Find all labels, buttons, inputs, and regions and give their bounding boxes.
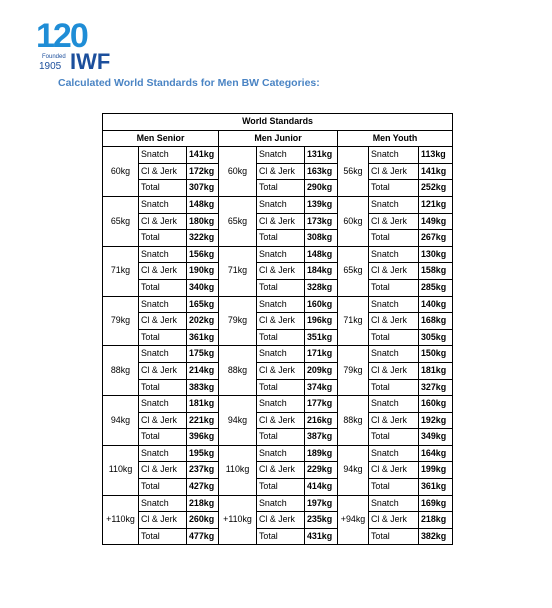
- lift-label-cell: Total: [139, 279, 187, 296]
- lift-label-cell: Snatch: [139, 445, 187, 462]
- weight-category-cell: 71kg: [219, 246, 257, 296]
- standard-value-cell: 322kg: [187, 230, 219, 247]
- standard-value-cell: 260kg: [187, 512, 219, 529]
- weight-category-cell: 71kg: [338, 296, 369, 346]
- lift-label-cell: Cl & Jerk: [139, 512, 187, 529]
- lift-label-cell: Total: [139, 479, 187, 496]
- standard-value-cell: 361kg: [187, 329, 219, 346]
- lift-label-cell: Total: [139, 230, 187, 247]
- lift-label-cell: Snatch: [369, 445, 419, 462]
- world-standards-table: [102, 113, 453, 545]
- lift-label-cell: Cl & Jerk: [257, 313, 305, 330]
- weight-category-cell: 79kg: [103, 296, 139, 346]
- table-row: [103, 379, 453, 396]
- standard-value-cell: 195kg: [187, 445, 219, 462]
- standard-value-cell: 396kg: [187, 429, 219, 446]
- lift-label-cell: Snatch: [139, 296, 187, 313]
- weight-category-cell: 60kg: [103, 147, 139, 197]
- standard-value-cell: 427kg: [187, 479, 219, 496]
- lift-label-cell: Cl & Jerk: [139, 412, 187, 429]
- lift-label-cell: Snatch: [369, 396, 419, 413]
- weight-category-cell: +94kg: [338, 495, 369, 545]
- standard-value-cell: 175kg: [187, 346, 219, 363]
- weight-category-cell: 60kg: [338, 196, 369, 246]
- table-row: [103, 230, 453, 247]
- weight-category-cell: 88kg: [338, 396, 369, 446]
- standard-value-cell: 180kg: [187, 213, 219, 230]
- table-row: [103, 196, 453, 213]
- weight-category-cell: 110kg: [219, 445, 257, 495]
- standard-value-cell: 199kg: [419, 462, 453, 479]
- iwf-logo: [34, 14, 124, 72]
- table-row: [103, 213, 453, 230]
- table-row: [103, 429, 453, 446]
- weight-category-cell: 79kg: [219, 296, 257, 346]
- standard-value-cell: 477kg: [187, 528, 219, 545]
- table-row: [103, 180, 453, 197]
- lift-label-cell: Cl & Jerk: [369, 362, 419, 379]
- lift-label-cell: Total: [369, 528, 419, 545]
- lift-label-cell: Snatch: [139, 495, 187, 512]
- lift-label-cell: Cl & Jerk: [257, 462, 305, 479]
- lift-label-cell: Cl & Jerk: [369, 313, 419, 330]
- lift-label-cell: Total: [257, 479, 305, 496]
- lift-label-cell: Total: [369, 479, 419, 496]
- standard-value-cell: 374kg: [305, 379, 338, 396]
- lift-label-cell: Snatch: [369, 246, 419, 263]
- weight-category-cell: 88kg: [103, 346, 139, 396]
- lift-label-cell: Total: [257, 528, 305, 545]
- lift-label-cell: Snatch: [369, 147, 419, 164]
- standard-value-cell: 351kg: [305, 329, 338, 346]
- lift-label-cell: Snatch: [257, 246, 305, 263]
- table-row: [103, 396, 453, 413]
- group-header-junior: Men Junior: [219, 130, 338, 147]
- standard-value-cell: 209kg: [305, 362, 338, 379]
- table-row: [103, 445, 453, 462]
- standard-value-cell: 361kg: [419, 479, 453, 496]
- standard-value-cell: 252kg: [419, 180, 453, 197]
- lift-label-cell: Total: [369, 279, 419, 296]
- standard-value-cell: 382kg: [419, 528, 453, 545]
- standard-value-cell: 305kg: [419, 329, 453, 346]
- lift-label-cell: Snatch: [257, 296, 305, 313]
- standard-value-cell: 431kg: [305, 528, 338, 545]
- table-row: [103, 263, 453, 280]
- standard-value-cell: 158kg: [419, 263, 453, 280]
- lift-label-cell: Total: [139, 180, 187, 197]
- weight-category-cell: 94kg: [338, 445, 369, 495]
- standard-value-cell: 172kg: [187, 163, 219, 180]
- weight-category-cell: 65kg: [103, 196, 139, 246]
- standard-value-cell: 164kg: [419, 445, 453, 462]
- weight-category-cell: 79kg: [338, 346, 369, 396]
- table-row: [103, 346, 453, 363]
- standard-value-cell: 290kg: [305, 180, 338, 197]
- standard-value-cell: 307kg: [187, 180, 219, 197]
- standard-value-cell: 414kg: [305, 479, 338, 496]
- standard-value-cell: 267kg: [419, 230, 453, 247]
- standard-value-cell: 141kg: [419, 163, 453, 180]
- standard-value-cell: 113kg: [419, 147, 453, 164]
- lift-label-cell: Total: [369, 429, 419, 446]
- standard-value-cell: 196kg: [305, 313, 338, 330]
- standard-value-cell: 148kg: [187, 196, 219, 213]
- standard-value-cell: 235kg: [305, 512, 338, 529]
- standard-value-cell: 168kg: [419, 313, 453, 330]
- lift-label-cell: Cl & Jerk: [369, 263, 419, 280]
- logo-founded-year: 1905: [39, 61, 62, 72]
- weight-category-cell: 60kg: [219, 147, 257, 197]
- table-row: [103, 495, 453, 512]
- lift-label-cell: Cl & Jerk: [369, 163, 419, 180]
- lift-label-cell: Snatch: [139, 246, 187, 263]
- weight-category-cell: 94kg: [219, 396, 257, 446]
- table-row: [103, 462, 453, 479]
- standard-value-cell: 148kg: [305, 246, 338, 263]
- lift-label-cell: Total: [257, 180, 305, 197]
- lift-label-cell: Cl & Jerk: [139, 263, 187, 280]
- standard-value-cell: 139kg: [305, 196, 338, 213]
- weight-category-cell: 94kg: [103, 396, 139, 446]
- standard-value-cell: 285kg: [419, 279, 453, 296]
- weight-category-cell: 110kg: [103, 445, 139, 495]
- lift-label-cell: Cl & Jerk: [139, 462, 187, 479]
- standard-value-cell: 140kg: [419, 296, 453, 313]
- standard-value-cell: 383kg: [187, 379, 219, 396]
- lift-label-cell: Cl & Jerk: [139, 362, 187, 379]
- lift-label-cell: Total: [257, 329, 305, 346]
- logo-org: IWF: [70, 49, 111, 72]
- table-row: [103, 279, 453, 296]
- table-title: World Standards: [103, 114, 453, 131]
- table-row: [103, 163, 453, 180]
- standard-value-cell: 141kg: [187, 147, 219, 164]
- lift-label-cell: Total: [257, 429, 305, 446]
- standard-value-cell: 163kg: [305, 163, 338, 180]
- weight-category-cell: 65kg: [219, 196, 257, 246]
- standard-value-cell: 160kg: [305, 296, 338, 313]
- lift-label-cell: Snatch: [369, 196, 419, 213]
- standard-value-cell: 169kg: [419, 495, 453, 512]
- table-row: [103, 479, 453, 496]
- standard-value-cell: 214kg: [187, 362, 219, 379]
- lift-label-cell: Total: [369, 230, 419, 247]
- table-row: [103, 246, 453, 263]
- lift-label-cell: Snatch: [139, 396, 187, 413]
- lift-label-cell: Snatch: [369, 495, 419, 512]
- lift-label-cell: Snatch: [257, 396, 305, 413]
- standard-value-cell: 216kg: [305, 412, 338, 429]
- standard-value-cell: 156kg: [187, 246, 219, 263]
- lift-label-cell: Snatch: [369, 346, 419, 363]
- lift-label-cell: Cl & Jerk: [369, 512, 419, 529]
- weight-category-cell: +110kg: [219, 495, 257, 545]
- standard-value-cell: 181kg: [419, 362, 453, 379]
- standard-value-cell: 221kg: [187, 412, 219, 429]
- lift-label-cell: Snatch: [257, 495, 305, 512]
- standard-value-cell: 328kg: [305, 279, 338, 296]
- lift-label-cell: Cl & Jerk: [369, 412, 419, 429]
- weight-category-cell: +110kg: [103, 495, 139, 545]
- standard-value-cell: 308kg: [305, 230, 338, 247]
- logo-founded-label: Founded: [42, 54, 66, 60]
- lift-label-cell: Snatch: [257, 445, 305, 462]
- table-row: [103, 313, 453, 330]
- page-subtitle: Calculated World Standards for Men BW Categories:: [58, 77, 320, 89]
- standard-value-cell: 171kg: [305, 346, 338, 363]
- lift-label-cell: Cl & Jerk: [369, 462, 419, 479]
- standard-value-cell: 121kg: [419, 196, 453, 213]
- standard-value-cell: 218kg: [187, 495, 219, 512]
- standard-value-cell: 130kg: [419, 246, 453, 263]
- standard-value-cell: 349kg: [419, 429, 453, 446]
- lift-label-cell: Cl & Jerk: [369, 213, 419, 230]
- lift-label-cell: Total: [139, 429, 187, 446]
- table-row: [103, 528, 453, 545]
- lift-label-cell: Total: [257, 379, 305, 396]
- standard-value-cell: 131kg: [305, 147, 338, 164]
- standard-value-cell: 202kg: [187, 313, 219, 330]
- lift-label-cell: Total: [369, 379, 419, 396]
- standard-value-cell: 160kg: [419, 396, 453, 413]
- table-row: [103, 412, 453, 429]
- lift-label-cell: Total: [369, 329, 419, 346]
- standard-value-cell: 192kg: [419, 412, 453, 429]
- table-row: [103, 362, 453, 379]
- group-header-youth: Men Youth: [338, 130, 453, 147]
- lift-label-cell: Cl & Jerk: [257, 213, 305, 230]
- lift-label-cell: Cl & Jerk: [257, 263, 305, 280]
- lift-label-cell: Cl & Jerk: [257, 163, 305, 180]
- lift-label-cell: Snatch: [257, 147, 305, 164]
- standard-value-cell: 173kg: [305, 213, 338, 230]
- lift-label-cell: Snatch: [369, 296, 419, 313]
- standard-value-cell: 237kg: [187, 462, 219, 479]
- lift-label-cell: Cl & Jerk: [139, 163, 187, 180]
- table-row: [103, 329, 453, 346]
- weight-category-cell: 65kg: [338, 246, 369, 296]
- lift-label-cell: Cl & Jerk: [257, 512, 305, 529]
- standard-value-cell: 150kg: [419, 346, 453, 363]
- standard-value-cell: 229kg: [305, 462, 338, 479]
- lift-label-cell: Snatch: [257, 196, 305, 213]
- table-row: [103, 296, 453, 313]
- logo-number: 120: [36, 17, 87, 55]
- lift-label-cell: Total: [139, 379, 187, 396]
- lift-label-cell: Total: [139, 528, 187, 545]
- lift-label-cell: Total: [369, 180, 419, 197]
- weight-category-cell: 71kg: [103, 246, 139, 296]
- standard-value-cell: 149kg: [419, 213, 453, 230]
- standard-value-cell: 181kg: [187, 396, 219, 413]
- standard-value-cell: 340kg: [187, 279, 219, 296]
- standard-value-cell: 189kg: [305, 445, 338, 462]
- table-row: [103, 147, 453, 164]
- weight-category-cell: 88kg: [219, 346, 257, 396]
- lift-label-cell: Cl & Jerk: [139, 213, 187, 230]
- standard-value-cell: 387kg: [305, 429, 338, 446]
- standard-value-cell: 165kg: [187, 296, 219, 313]
- table-body: [103, 147, 453, 545]
- weight-category-cell: 56kg: [338, 147, 369, 197]
- lift-label-cell: Total: [257, 230, 305, 247]
- lift-label-cell: Total: [139, 329, 187, 346]
- lift-label-cell: Snatch: [257, 346, 305, 363]
- group-header-senior: Men Senior: [103, 130, 219, 147]
- lift-label-cell: Cl & Jerk: [139, 313, 187, 330]
- lift-label-cell: Snatch: [139, 147, 187, 164]
- lift-label-cell: Snatch: [139, 346, 187, 363]
- lift-label-cell: Cl & Jerk: [257, 412, 305, 429]
- lift-label-cell: Cl & Jerk: [257, 362, 305, 379]
- standard-value-cell: 184kg: [305, 263, 338, 280]
- standard-value-cell: 218kg: [419, 512, 453, 529]
- standard-value-cell: 177kg: [305, 396, 338, 413]
- standard-value-cell: 190kg: [187, 263, 219, 280]
- table-row: [103, 512, 453, 529]
- lift-label-cell: Snatch: [139, 196, 187, 213]
- standard-value-cell: 197kg: [305, 495, 338, 512]
- lift-label-cell: Total: [257, 279, 305, 296]
- standard-value-cell: 327kg: [419, 379, 453, 396]
